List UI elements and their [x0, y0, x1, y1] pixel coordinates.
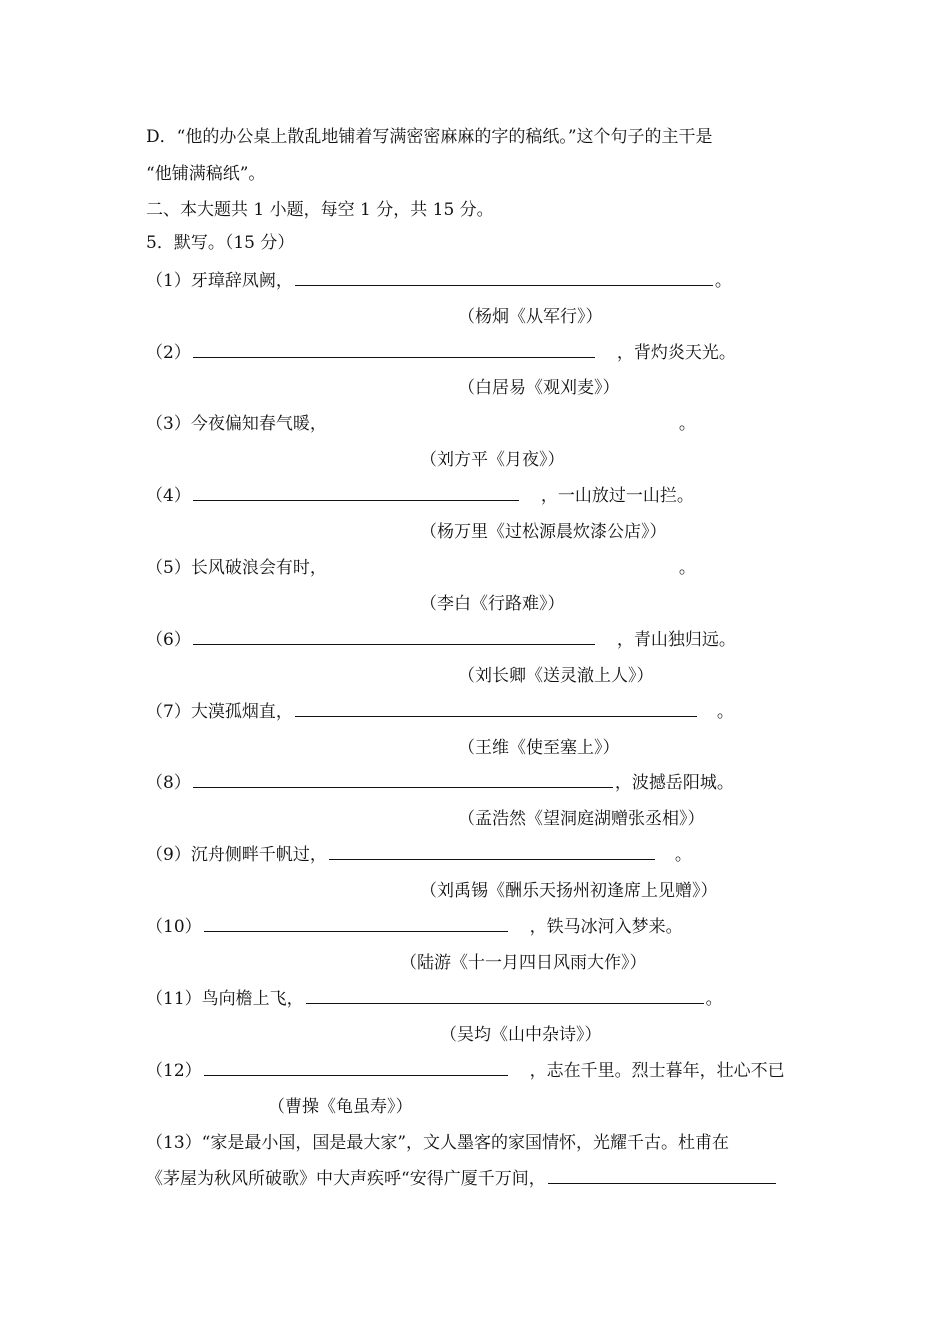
item-number: （8） [146, 773, 191, 793]
item-13-text: 《茅屋为秋风所破歌》中大声疾呼“安得广厦千万间， [146, 1169, 546, 1189]
item-number: （6） [146, 630, 191, 650]
item-text-before: 长风破浪会有时， [190, 558, 327, 578]
item-number: （3） [146, 414, 191, 434]
item-11-source: （吴均《山中杂诗》） [440, 1025, 602, 1045]
item-3 [146, 410, 826, 438]
item-number: （10） [146, 917, 202, 937]
item-1-source: （杨炯《从军行》） [458, 307, 603, 327]
answer-blank-4[interactable] [193, 482, 519, 501]
item-text-after: ，志在千里。烈士暮年，壮心不已 [529, 1061, 785, 1081]
answer-blank-12[interactable] [204, 1057, 508, 1076]
item-number: （12） [146, 1061, 202, 1081]
answer-blank-10[interactable] [204, 913, 508, 932]
item-7 [146, 698, 826, 726]
item-number: （11） [146, 989, 202, 1009]
item-number: （9） [146, 845, 191, 865]
option-d-line-2: “他铺满稿纸”。 [146, 164, 266, 184]
item-text-after: 。 [678, 558, 696, 578]
answer-blank-6[interactable] [193, 626, 595, 645]
answer-blank-1[interactable] [295, 267, 713, 286]
item-text-after: ，背灼炎天光。 [616, 343, 736, 363]
item-8-source: （孟浩然《望洞庭湖赠张丞相》） [458, 809, 705, 829]
item-text-after: ，青山独归远。 [616, 630, 736, 650]
item-6 [146, 626, 826, 654]
item-1 [146, 267, 826, 295]
item-9-source: （刘禹锡《酬乐天扬州初逢席上见赠》） [420, 881, 718, 901]
item-text-before: 鸟向檐上飞， [201, 989, 304, 1009]
item-number: （1） [146, 271, 191, 291]
answer-blank-2[interactable] [193, 339, 595, 358]
item-7-source: （王维《使至塞上》） [458, 738, 620, 758]
item-number: （4） [146, 486, 191, 506]
item-10 [146, 913, 826, 941]
item-text-after: ，波撼岳阳城。 [614, 773, 734, 793]
item-number: （2） [146, 343, 191, 363]
answer-blank-11[interactable] [306, 985, 704, 1004]
answer-blank-13[interactable] [548, 1165, 776, 1184]
item-12 [146, 1057, 826, 1085]
item-2-source: （白居易《观刈麦》） [458, 378, 620, 398]
item-text-before: 大漠孤烟直， [190, 702, 293, 722]
item-number: （7） [146, 702, 191, 722]
option-d-line-1: D．“他的办公桌上散乱地铺着写满密密麻麻的字的稿纸。”这个句子的主干是 [146, 127, 713, 147]
item-text-before: 今夜偏知春气暖， [190, 414, 327, 434]
item-11 [146, 985, 826, 1013]
answer-blank-9[interactable] [329, 841, 655, 860]
item-text-after: 。 [716, 702, 734, 722]
item-text-before: 牙璋辞凤阙， [190, 271, 293, 291]
item-2 [146, 339, 826, 367]
item-text-after: 。 [674, 845, 692, 865]
item-4 [146, 482, 826, 510]
item-13-line-2 [146, 1165, 826, 1193]
item-6-source: （刘长卿《送灵澈上人》） [458, 666, 654, 686]
item-5-source: （李白《行路难》） [420, 594, 565, 614]
item-12-source: （曹操《龟虽寿》） [268, 1097, 413, 1117]
item-4-source: （杨万里《过松源晨炊漆公店》） [420, 522, 667, 542]
item-text-after: ，一山放过一山拦。 [540, 486, 694, 506]
item-9 [146, 841, 826, 869]
item-text-after: 。 [714, 271, 732, 291]
item-10-source: （陆游《十一月四日风雨大作》） [400, 953, 647, 973]
item-number: （5） [146, 558, 191, 578]
item-text-after: 。 [705, 989, 723, 1009]
item-8 [146, 769, 826, 797]
item-3-source: （刘方平《月夜》） [420, 450, 565, 470]
item-text-before: 沉舟侧畔千帆过， [190, 845, 327, 865]
question-title: 5．默写。（15 分） [146, 233, 295, 253]
answer-blank-8[interactable] [193, 769, 613, 788]
item-text-after: 。 [678, 414, 696, 434]
item-13-line-1: （13）“家是最小国，国是最大家”，文人墨客的家国情怀，光耀千古。杜甫在 [146, 1133, 730, 1153]
item-text-after: ，铁马冰河入梦来。 [529, 917, 683, 937]
item-5 [146, 554, 826, 582]
answer-blank-7[interactable] [295, 698, 697, 717]
section-heading: 二、本大题共 1 小题，每空 1 分，共 15 分。 [146, 200, 494, 220]
